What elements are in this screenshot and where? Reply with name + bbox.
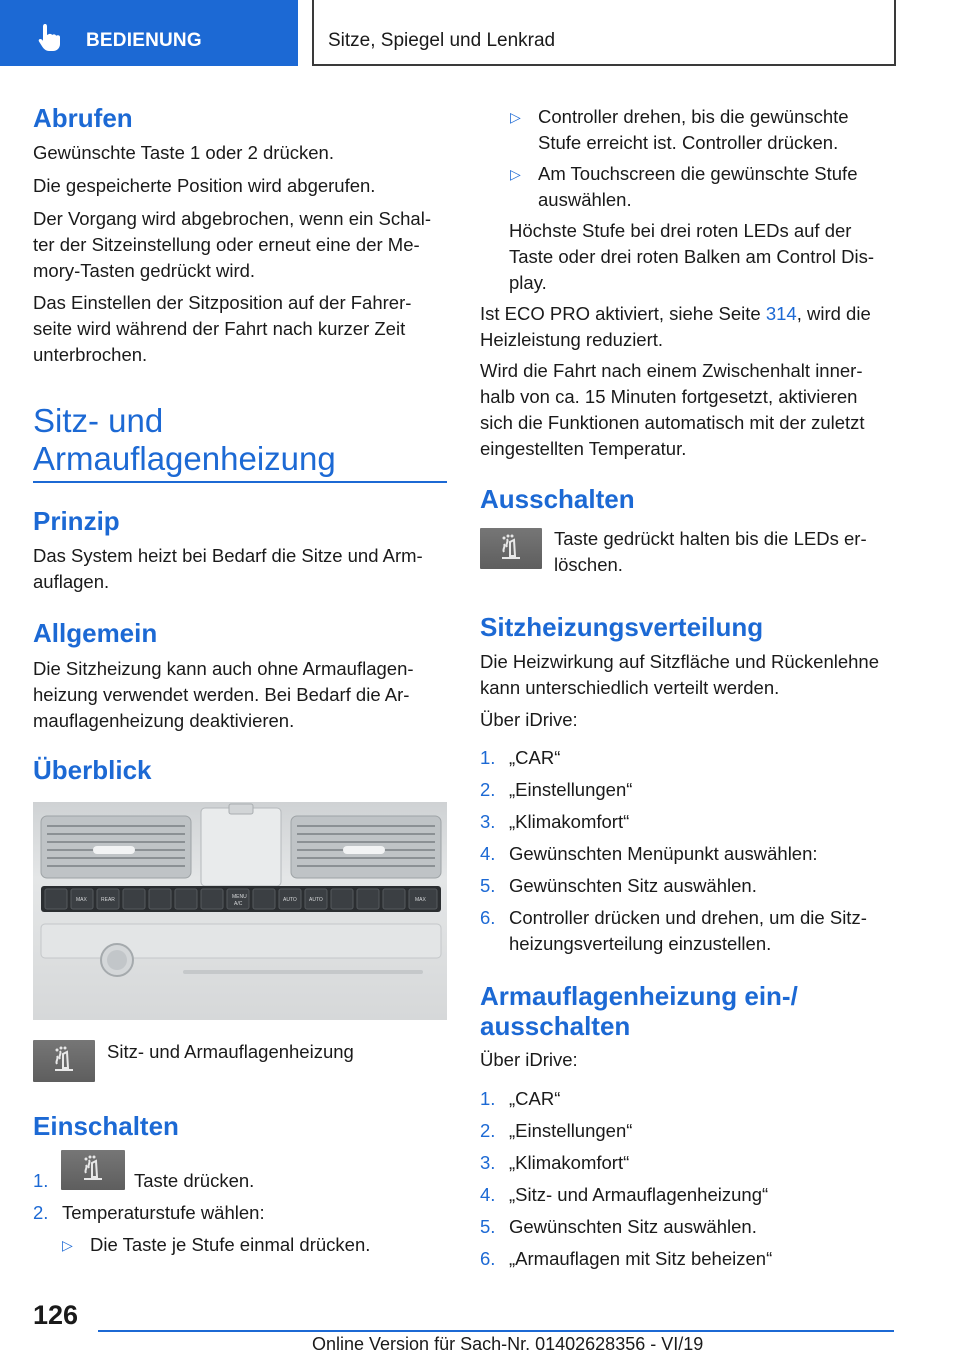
console-label-3: A/C bbox=[234, 901, 243, 907]
sub-step-1a: Controller drehen, bis die gewünschte bbox=[538, 106, 849, 127]
zwischenhalt-text-2: halb von ca. 15 Minuten fortgesetzt, aktivieren bbox=[480, 386, 858, 407]
verteilung-step-2: „Einstellungen“ bbox=[509, 779, 633, 800]
section-tab[interactable] bbox=[0, 0, 298, 66]
step-number: 6. bbox=[480, 907, 496, 928]
bullet-triangle-icon: ▷ bbox=[510, 166, 521, 182]
console-label-5: AUTO bbox=[309, 897, 323, 903]
eco-text-1a: Ist ECO PRO aktiviert, siehe Seite bbox=[480, 303, 766, 324]
armauflage-step-2: „Einstellungen“ bbox=[509, 1120, 633, 1141]
step-number: 2. bbox=[33, 1202, 49, 1223]
zwischenhalt-text-4: eingestellten Temperatur. bbox=[480, 438, 687, 459]
step-number: 5. bbox=[480, 875, 496, 896]
abrufen-text-3c: mory-Tasten gedrückt wird. bbox=[33, 260, 256, 281]
armauflage-step-3: „Klimakomfort“ bbox=[509, 1152, 630, 1173]
prinzip-text-1: Das System heizt bei Bedarf die Sitze und Arm- bbox=[33, 545, 423, 566]
seat-heating-icon bbox=[33, 1040, 95, 1082]
step-2-text: Temperaturstufe wählen: bbox=[62, 1202, 265, 1223]
step-number: 2. bbox=[480, 779, 496, 800]
console-label-1: REAR bbox=[101, 897, 115, 903]
armauflage-step-4: „Sitz- und Armauflagenheizung“ bbox=[509, 1184, 769, 1205]
heading-einschalten: Einschalten bbox=[33, 1111, 179, 1141]
seat-heating-icon bbox=[61, 1150, 125, 1190]
heading-armauflage-1: Armauflagenheizung ein-/ bbox=[480, 981, 798, 1011]
seat-heating-button-image bbox=[33, 1040, 95, 1082]
console-photo bbox=[33, 802, 447, 1020]
seat-heating-button-image bbox=[480, 528, 542, 569]
hint-text-3: play. bbox=[509, 272, 547, 293]
chapter-divider bbox=[33, 481, 447, 483]
step-1-text: Taste drücken. bbox=[134, 1170, 255, 1191]
allgemein-text-3: mauflagenheizung deaktivieren. bbox=[33, 710, 295, 731]
abrufen-text-2: Die gespeicherte Position wird abgerufen. bbox=[33, 175, 376, 196]
verteilung-step-6a: Controller drücken und drehen, um die Sitz- bbox=[509, 907, 867, 928]
zwischenhalt-text-1: Wird die Fahrt nach einem Zwischenhalt inner- bbox=[480, 360, 863, 381]
step-number: 3. bbox=[480, 1152, 496, 1173]
verteilung-via: Über iDrive: bbox=[480, 709, 578, 730]
ausschalten-text-1: Taste gedrückt halten bis die LEDs er- bbox=[554, 528, 867, 549]
console-label-0: MAX bbox=[76, 897, 87, 903]
step-number: 4. bbox=[480, 843, 496, 864]
heading-ueberblick: Überblick bbox=[33, 755, 152, 785]
step-number: 5. bbox=[480, 1216, 496, 1237]
hint-text-2: Taste oder drei roten Balken am Control Dis- bbox=[509, 246, 875, 267]
abrufen-text-4c: unterbrochen. bbox=[33, 344, 148, 365]
verteilung-step-3: „Klimakomfort“ bbox=[509, 811, 630, 832]
zwischenhalt-text-3: sich die Funktionen automatisch mit der zuletzt bbox=[480, 412, 865, 433]
overview-caption: Sitz- und Armauflagenheizung bbox=[107, 1041, 354, 1062]
eco-text-2: Heizleistung reduziert. bbox=[480, 329, 664, 350]
armauflage-step-1: „CAR“ bbox=[509, 1088, 561, 1109]
heading-prinzip: Prinzip bbox=[33, 506, 120, 536]
verteilung-text-1: Die Heizwirkung auf Sitzfläche und Rückenlehne bbox=[480, 651, 879, 672]
abrufen-text-1: Gewünschte Taste 1 oder 2 drücken. bbox=[33, 142, 334, 163]
heading-allgemein: Allgemein bbox=[33, 618, 158, 648]
step-number: 1. bbox=[33, 1170, 49, 1191]
abrufen-text-3b: ter der Sitzeinstellung oder erneut eine der Me- bbox=[33, 234, 420, 255]
step-number: 4. bbox=[480, 1184, 496, 1205]
online-version-note: Online Version für Sach-Nr. 01402628356 - VI/19 bbox=[312, 1334, 704, 1354]
step-number: 6. bbox=[480, 1248, 496, 1269]
console-label-2: MENU bbox=[232, 894, 247, 900]
climate-console-illustration bbox=[33, 802, 447, 1020]
step-number: 3. bbox=[480, 811, 496, 832]
heading-abrufen: Abrufen bbox=[33, 103, 133, 133]
verteilung-text-2: kann unterschiedlich verteilt werden. bbox=[480, 677, 780, 698]
verteilung-step-6b: heizungsverteilung einzustellen. bbox=[509, 933, 772, 954]
eco-text-1 bbox=[480, 301, 871, 327]
step-number: 1. bbox=[480, 1088, 496, 1109]
section-label: BEDIENUNG bbox=[86, 30, 202, 51]
armauflage-step-5: Gewünschten Sitz auswählen. bbox=[509, 1216, 757, 1237]
ausschalten-text-2: löschen. bbox=[554, 554, 623, 575]
step-number: 2. bbox=[480, 1120, 496, 1141]
abrufen-text-3a: Der Vorgang wird abgebrochen, wenn ein Schal- bbox=[33, 208, 431, 229]
eco-text-1b: , wird die bbox=[796, 303, 871, 324]
console-label-4: AUTO bbox=[283, 897, 297, 903]
abrufen-text-4b: seite wird während der Fahrt nach kurzer Zeit bbox=[33, 318, 406, 339]
allgemein-text-1: Die Sitzheizung kann auch ohne Armauflagen- bbox=[33, 658, 414, 679]
armauflage-step-6: „Armauflagen mit Sitz beheizen“ bbox=[509, 1248, 773, 1269]
abrufen-text-4a: Das Einstellen der Sitzposition auf der Fahrer- bbox=[33, 292, 412, 313]
hand-icon bbox=[36, 22, 64, 52]
footer-divider bbox=[98, 1330, 894, 1332]
chapter-heading-2: Armauflagenheizung bbox=[33, 440, 336, 477]
sub-step-2a: Am Touchscreen die gewünschte Stufe bbox=[538, 163, 858, 184]
page-header bbox=[0, 0, 960, 66]
sub-step-2b: auswählen. bbox=[538, 189, 632, 210]
seat-heating-button-inline bbox=[61, 1150, 125, 1190]
step-number: 1. bbox=[480, 747, 496, 768]
verteilung-step-5: Gewünschten Sitz auswählen. bbox=[509, 875, 757, 896]
heading-armauflage-2: ausschalten bbox=[480, 1011, 631, 1041]
verteilung-step-1: „CAR“ bbox=[509, 747, 561, 768]
sub-step-text: Die Taste je Stufe einmal drücken. bbox=[90, 1234, 371, 1255]
chapter-heading-1: Sitz- und bbox=[33, 402, 164, 439]
verteilung-step-4: Gewünschten Menüpunkt auswählen: bbox=[509, 843, 818, 864]
bullet-triangle-icon: ▷ bbox=[510, 109, 521, 125]
chapter-title-box bbox=[312, 0, 896, 66]
page-number: 126 bbox=[33, 1300, 79, 1330]
armauflage-via: Über iDrive: bbox=[480, 1049, 578, 1070]
sub-step-1b: Stufe erreicht ist. Controller drücken. bbox=[538, 132, 839, 153]
heading-sitzheizungsverteilung: Sitzheizungsverteilung bbox=[480, 612, 764, 642]
hint-text-1: Höchste Stufe bei drei roten LEDs auf der bbox=[509, 220, 852, 241]
page-reference-link[interactable]: 314 bbox=[765, 303, 797, 324]
heading-ausschalten: Ausschalten bbox=[480, 484, 635, 514]
console-label-6: MAX bbox=[415, 897, 426, 903]
prinzip-text-2: auflagen. bbox=[33, 571, 110, 592]
seat-heating-icon bbox=[480, 528, 542, 569]
chapter-title: Sitze, Spiegel und Lenkrad bbox=[328, 30, 556, 51]
bullet-triangle-icon: ▷ bbox=[62, 1237, 73, 1253]
allgemein-text-2: heizung verwendet werden. Bei Bedarf die Ar- bbox=[33, 684, 410, 705]
